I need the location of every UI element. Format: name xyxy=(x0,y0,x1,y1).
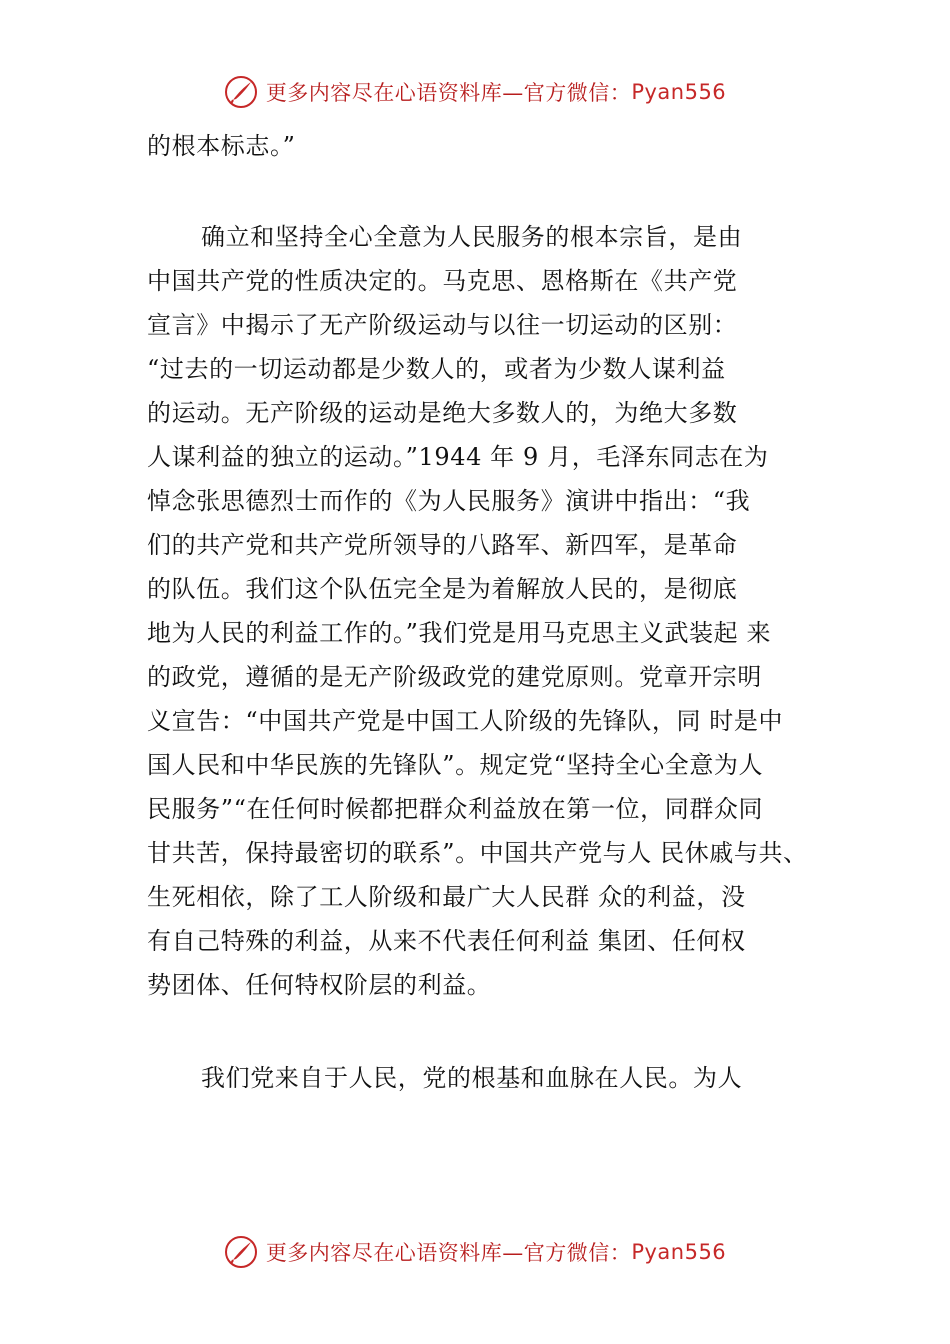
footer-banner xyxy=(0,1230,950,1274)
quill-pen-logo-icon xyxy=(224,1235,258,1269)
banner-text: 更多内容尽在心语资料库—官方微信： xyxy=(265,81,632,105)
body-line: 人谋利益的独立的运动。”1944 年 9 月，毛泽东同志在为 xyxy=(147,443,769,471)
body-line: 的根本标志。” xyxy=(147,132,296,160)
body-line: 们的共产党和共产党所领导的八路军、新四军，是革命 xyxy=(147,531,738,559)
body-line: 宣言》中揭示了无产阶级运动与以往一切运动的区别： xyxy=(147,311,738,339)
body-line: 地为人民的利益工作的。”我们党是用马克思主义武装起 来 xyxy=(147,619,772,647)
body-line: 民服务”“在任何时候都把群众利益放在第一位，同群众同 xyxy=(147,795,764,823)
body-line: 义宣告：“中国共产党是中国工人阶级的先锋队，同 时是中 xyxy=(147,707,784,735)
header-banner xyxy=(0,70,950,114)
body-line: 的政党，遵循的是无产阶级政党的建党原则。党章开宗明 xyxy=(147,663,762,691)
banner-wechat-id: Pyan556 xyxy=(631,80,727,104)
body-line: 的队伍。我们这个队伍完全是为着解放人民的，是彻底 xyxy=(147,575,738,603)
banner-wechat-id: Pyan556 xyxy=(631,1240,727,1264)
body-line: 甘共苦，保持最密切的联系”。中国共产党与人 民休戚与共、 xyxy=(147,839,808,867)
body-line: 中国共产党的性质决定的。马克思、恩格斯在《共产党 xyxy=(147,267,738,295)
body-line: 悼念张思德烈士而作的《为人民服务》演讲中指出：“我 xyxy=(147,487,751,515)
quill-pen-logo-icon xyxy=(224,75,258,109)
body-line: 势团体、任何特权阶层的利益。 xyxy=(147,971,492,999)
body-line: 的运动。无产阶级的运动是绝大多数人的，为绝大多数 xyxy=(147,399,738,427)
body-line: “过去的一切运动都是少数人的，或者为少数人谋利益 xyxy=(147,355,726,383)
body-line: 我们党来自于人民，党的根基和血脉在人民。为人 xyxy=(201,1064,743,1092)
banner-text: 更多内容尽在心语资料库—官方微信： xyxy=(265,1241,632,1265)
body-line: 有自己特殊的利益，从来不代表任何利益 集团、任何权 xyxy=(147,927,746,955)
body-line: 生死相依，除了工人阶级和最广大人民群 众的利益，没 xyxy=(147,883,746,911)
body-line: 国人民和中华民族的先锋队”。规定党“坚持全心全意为人 xyxy=(147,751,764,779)
body-line: 确立和坚持全心全意为人民服务的根本宗旨，是由 xyxy=(201,223,743,251)
